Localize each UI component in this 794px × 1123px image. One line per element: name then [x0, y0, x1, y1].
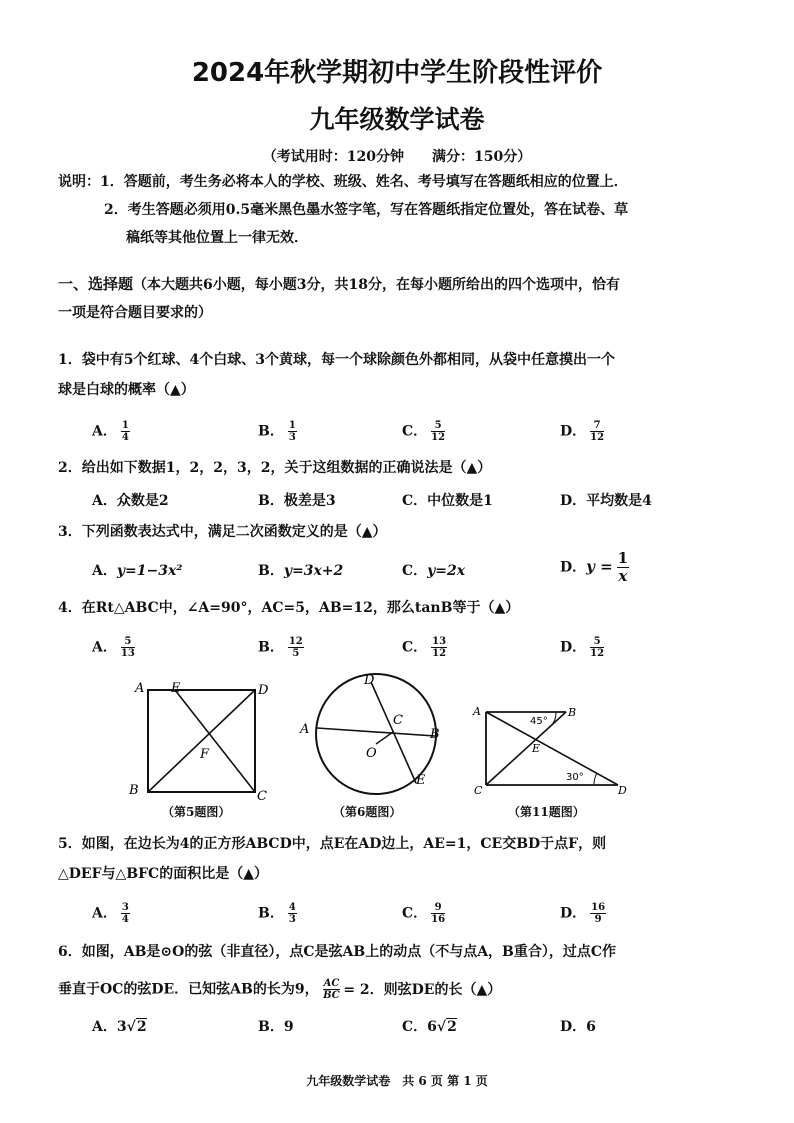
q5-a-den: 4 — [121, 914, 129, 925]
q6-stem-a: 6．如图，AB是⊙O的弦（非直径），点C是弦AB上的动点（不与点A，B重合），过点C作 — [58, 944, 617, 960]
q1-a-label: A． — [92, 423, 117, 440]
chord-ab — [317, 728, 435, 736]
fig11-label-a: A — [473, 705, 481, 718]
q1-b-num: 1 — [288, 420, 296, 431]
q6-option-a — [92, 1016, 147, 1036]
q5-stem-a: 5．如图，在边长为4的正方形ABCD中，点E在AD边上，AE=1，CE交BD于点F，则 — [58, 836, 607, 852]
q1-c-num: 5 — [431, 420, 445, 432]
q3-d-label: D． — [560, 559, 587, 576]
q4-c-label: C． — [402, 639, 428, 656]
fig6-label-c: C — [393, 713, 403, 728]
figure-6-caption: （第6题图） — [333, 805, 402, 819]
q4-option-c — [402, 636, 447, 659]
q4-a-num: 5 — [121, 636, 135, 648]
section-1-intro — [58, 274, 620, 295]
q1-c-label: C． — [402, 423, 428, 440]
q6-a-radicand: 2 — [136, 1019, 147, 1035]
q1-d-num: 7 — [590, 420, 604, 432]
q1-d-frac — [590, 420, 604, 443]
q4-d-label: D． — [560, 639, 587, 656]
section-1-heading: 一、选择题 — [58, 275, 134, 293]
section-1-desc-a: （本大题共6小题，每小题3分，共18分，在每小题所给出的四个选项中，恰有 — [133, 277, 620, 293]
fig5-label-d: D — [258, 683, 269, 698]
q4-d-frac — [590, 636, 604, 659]
notes-label: 说明： — [58, 174, 100, 190]
q3-option-c — [402, 560, 465, 580]
diagonal-bd — [148, 690, 255, 792]
q5-c-frac — [431, 902, 445, 925]
fig5-label-a: A — [135, 681, 145, 696]
radical-icon: √ — [126, 1019, 136, 1035]
q1-a-num: 1 — [121, 420, 129, 431]
fig5-label-c: C — [257, 789, 267, 804]
q4-b-den: 5 — [292, 648, 300, 659]
figure-5-square — [125, 680, 285, 805]
q3-d-lhs: y = — [586, 557, 613, 576]
fig6-label-b: B — [430, 727, 440, 742]
segment-oc — [376, 732, 393, 744]
q3-b-expr: y=3x+2 — [283, 563, 344, 579]
note-1: 1．答题前，考生务必将本人的学校、班级、姓名、考号填写在答题纸相应的位置上． — [100, 174, 628, 190]
fig6-label-e: E — [416, 773, 426, 788]
q5-a-num: 3 — [121, 902, 129, 913]
q3-c-label: C． — [402, 563, 428, 579]
notes-line-1 — [58, 172, 628, 192]
q3-d-den: x — [618, 567, 628, 585]
q4-d-num: 5 — [590, 636, 604, 648]
figure-5-caption: （第5题图） — [162, 805, 231, 819]
angle-30-arc — [594, 773, 597, 785]
q3-a-expr: y=1−3x² — [116, 563, 183, 579]
q2-option-c: C．中位数是1 — [402, 493, 493, 509]
q4-a-den: 13 — [120, 648, 135, 659]
q5-c-den: 16 — [431, 914, 446, 925]
q5-option-c — [402, 902, 445, 925]
q5-c-label: C． — [402, 905, 428, 922]
q6-stem-b2: = 2．则弦DE的长（▲） — [343, 981, 502, 998]
fig6-label-a: A — [300, 722, 310, 737]
q1-a-den: 4 — [121, 432, 129, 443]
fig11-label-e: E — [532, 742, 541, 755]
fig6-label-o: O — [366, 746, 377, 761]
q1-a-frac — [121, 420, 130, 443]
q6-stem-b1: 垂直于OC的弦DE．已知弦AB的长为9， — [58, 981, 319, 998]
q5-d-frac — [590, 902, 606, 925]
q6-c-coef: 6 — [427, 1019, 437, 1035]
page-footer: 九年级数学试卷 共 6 页 第 1 页 — [306, 1074, 488, 1088]
q6-option-b: B．9 — [258, 1019, 294, 1035]
q1-option-a — [92, 420, 130, 443]
note-2a: 2．考生答题必须用0.5毫米黑色墨水签字笔，写在答题纸指定位置处，答在试卷、草 — [104, 202, 629, 218]
fig5-label-e: E — [171, 681, 181, 696]
segment-bc — [486, 712, 566, 785]
segment-ad — [486, 712, 618, 785]
q1-c-frac — [431, 420, 445, 443]
fig11-label-c: C — [474, 784, 483, 797]
exam-subject-title: 九年级数学试卷 — [309, 105, 485, 134]
q5-b-den: 3 — [288, 914, 296, 925]
q6-option-d: D．6 — [560, 1019, 596, 1035]
q1-stem-b: 球是白球的概率（▲） — [58, 382, 195, 398]
segment-ce — [175, 690, 255, 792]
fig11-angle-30: 30° — [566, 772, 584, 783]
q3-d-num: 1 — [617, 549, 629, 567]
q5-c-num: 9 — [431, 902, 445, 914]
q1-b-frac — [288, 420, 297, 443]
q5-d-label: D． — [560, 905, 587, 922]
fig5-label-f: F — [200, 747, 210, 762]
q1-stem-a: 1．袋中有5个红球、4个白球、3个黄球，每一个球除颜色外都相同，从袋中任意摸出一个 — [58, 352, 615, 368]
q1-c-den: 12 — [431, 432, 446, 443]
q3-a-label: A． — [92, 563, 117, 579]
q3-option-b — [258, 560, 343, 580]
q3-d-frac — [617, 550, 629, 585]
radical-icon: √ — [436, 1019, 447, 1035]
q2-stem: 2．给出如下数据1，2，2，3，2，关于这组数据的正确说法是（▲） — [58, 460, 492, 476]
q6-c-radicand: 2 — [447, 1019, 457, 1035]
q3-option-d — [560, 550, 629, 585]
figure-6-circle — [296, 670, 446, 800]
q4-option-b — [258, 636, 304, 659]
fig11-label-d: D — [618, 784, 627, 797]
fig11-angle-45: 45° — [530, 716, 548, 727]
q5-a-label: A． — [92, 905, 117, 922]
q1-option-b — [258, 420, 297, 443]
q5-b-frac — [288, 902, 297, 925]
q5-stem-b: △DEF与△BFC的面积比是（▲） — [58, 866, 268, 882]
q5-d-den: 9 — [594, 914, 602, 925]
q3-stem: 3．下列函数表达式中，满足二次函数定义的是（▲） — [58, 524, 387, 540]
q6-a-label: A． — [92, 1019, 117, 1035]
q1-b-den: 3 — [288, 432, 296, 443]
q4-c-num: 13 — [432, 636, 447, 647]
q5-option-d — [560, 902, 606, 925]
q6-ratio-frac — [323, 978, 341, 1001]
q4-option-d — [560, 636, 604, 659]
q5-option-b — [258, 902, 297, 925]
q5-a-frac — [121, 902, 130, 925]
q2-option-d: D．平均数是4 — [560, 493, 652, 509]
q4-b-label: B． — [258, 639, 284, 656]
q5-option-a — [92, 902, 130, 925]
q6-stem-b — [58, 978, 501, 1001]
section-1-desc-b: 一项是符合题目要求的） — [58, 305, 212, 321]
q4-a-frac — [121, 636, 135, 659]
q1-d-den: 12 — [590, 432, 605, 443]
q3-c-expr: y=2x — [427, 563, 466, 579]
q6-c-label: C． — [402, 1019, 428, 1035]
q4-d-den: 12 — [590, 648, 605, 659]
q5-d-num: 16 — [591, 902, 606, 913]
q1-option-d — [560, 420, 604, 443]
q4-stem: 4．在Rt△ABC中，∠A=90°，AC=5，AB=12，那么tanB等于（▲） — [58, 600, 520, 616]
q6-option-c — [402, 1016, 457, 1036]
fig11-label-b: B — [568, 706, 577, 719]
exam-title: 2024年秋学期初中学生阶段性评价 — [191, 58, 603, 88]
q4-option-a — [92, 636, 135, 659]
q4-c-den: 12 — [432, 648, 447, 659]
q6-a-coef: 3 — [116, 1019, 127, 1035]
q5-b-label: B． — [258, 905, 284, 922]
q1-b-label: B． — [258, 423, 284, 440]
figure-11-caption: （第11题图） — [508, 805, 585, 819]
fig6-label-d: D — [364, 673, 375, 688]
q2-option-b: B．极差是3 — [258, 493, 336, 509]
q4-c-frac — [431, 636, 447, 659]
fig5-label-b: B — [129, 783, 139, 798]
figure-11-triangles — [470, 700, 630, 800]
q2-option-a: A．众数是2 — [92, 493, 169, 509]
q6-ratio-num: AC — [323, 978, 340, 989]
q4-a-label: A． — [92, 639, 117, 656]
q5-b-num: 4 — [288, 902, 296, 913]
q1-option-c — [402, 420, 445, 443]
exam-info: （考试用时：120分钟 满分：150分） — [262, 149, 532, 165]
q4-b-frac — [288, 636, 304, 659]
q1-d-label: D． — [560, 423, 587, 440]
note-2b: 稿纸等其他位置上一律无效． — [126, 230, 308, 246]
q4-b-num: 12 — [288, 636, 303, 647]
q6-ratio-den: BC — [323, 990, 340, 1001]
q3-b-label: B． — [258, 563, 284, 579]
q3-option-a — [92, 560, 182, 580]
